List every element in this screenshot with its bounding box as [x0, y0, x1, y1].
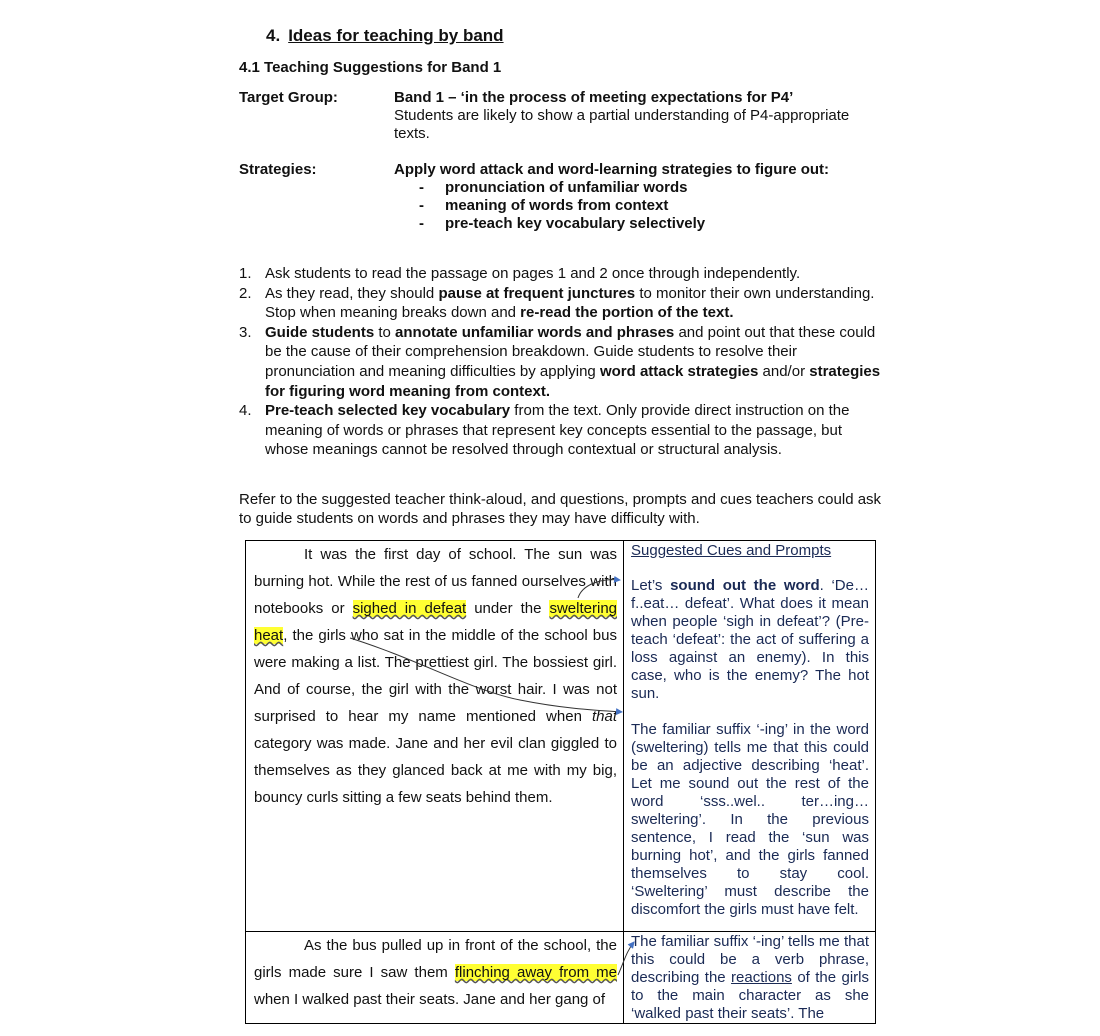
strategy-bullet: - meaning of words from context [419, 197, 669, 214]
strategy-bullet: - pre-teach key vocabulary selectively [419, 215, 706, 232]
teaching-steps-list [239, 264, 884, 460]
passage-cell [246, 541, 624, 932]
step-item: 2. As they read, they should pause at frequent junctures to monitor their own understanding. Stop when meaning breaks down and re-read the portion of the text. [239, 284, 875, 322]
table-row [246, 541, 876, 932]
highlight-flinching-away: flinching away from me [454, 964, 617, 981]
cue-sweltering: The familiar suffix ‘-ing’ in the word (sweltering) tells me that this could be an adjective describing ‘heat’. Let me sound out the rest of the word ‘sss..wel.. ter…ing… sweltering’. In the previous sentence, I read the ‘sun was burning hot’, and the girls fanned themselves to stay cool. ‘Sweltering’ must describe the discomfort the girls must have felt. [631, 721, 869, 918]
subsection-heading: 4.1 Teaching Suggestions for Band 1 [239, 59, 502, 76]
passage-cell [246, 932, 624, 1024]
target-group-description: Students are likely to show a partial understanding of P4-appropriate texts. [394, 107, 850, 142]
passage-paragraph: As the bus pulled up in front of the school, the girls made sure I saw them flinching away from me when I walked past their seats. Jane and her gang of [254, 937, 617, 1008]
cue-defeat: Let’s sound out the word. ‘De… f..eat… defeat’. What does it mean when people ‘sigh in defeat’? (Pre-teach ‘defeat’: the act of suffering a loss against an enemy). In this case, who is the enemy? The hot sun. [631, 577, 869, 702]
strategies-content [394, 161, 884, 233]
cues-heading: Suggested Cues and Prompts [631, 542, 832, 559]
strategy-bullet: - pronunciation of unfamiliar words [419, 179, 688, 196]
strategies-label: Strategies: [239, 161, 317, 178]
section-title: Ideas for teaching by band [288, 26, 504, 45]
highlight-sweltering-heat: sweltering heat [254, 600, 617, 644]
highlight-sighed-in-defeat: sighed in defeat [352, 600, 467, 617]
section-number: 4. [266, 26, 281, 45]
target-group-band: Band 1 – ‘in the process of meeting expectations for P4’ [394, 89, 794, 106]
cue-flinching: The familiar suffix ‘-ing’ tells me that this could be a verb phrase, describing the reactions of the girls to the main character as she ‘walked past their seats’. The [631, 933, 870, 1022]
passage-paragraph: It was the first day of school. The sun was burning hot. While the rest of us fanned ourselves with notebooks or sighed in defeat under the sweltering heat, the girls who sat in the middle of the school bus were making a list. The prettiest girl. The bossiest girl. And of course, the girl with the worst hair. I was not surprised to hear my name mentioned when that category was made. Jane and her evil clan giggled to themselves as they glanced back at me with my big, bouncy curls sitting a few seats behind them. [254, 546, 617, 806]
target-group-label: Target Group: [239, 89, 338, 106]
step-item: 1. Ask students to read the passage on pages 1 and 2 once through independently. [239, 265, 801, 282]
table-row [246, 932, 876, 1024]
section-heading [266, 26, 504, 46]
step-item: 3. Guide students to annotate unfamiliar words and phrases and point out that these could be the cause of their comprehension breakdown. Guide students to resolve their pronunciation and meaning difficulties by applying word attack strategies and/or strategies for figuring word meaning from context. [239, 323, 881, 400]
target-group-content [394, 89, 884, 143]
strategies-intro: Apply word attack and word-learning strategies to figure out: [394, 161, 830, 178]
passage-cues-table [245, 540, 876, 1024]
cues-cell [624, 541, 876, 932]
step-item: 4. Pre-teach selected key vocabulary from the text. Only provide direct instruction on the meaning of words or phrases that represent key concepts essential to the passage, but whose meanings cannot be resolved through contextual or structural analysis. [239, 402, 850, 459]
cues-cell [624, 932, 876, 1024]
refer-paragraph: Refer to the suggested teacher think-aloud, and questions, prompts and cues teachers could ask to guide students on words and phrases they may have difficulty with. [239, 491, 882, 527]
